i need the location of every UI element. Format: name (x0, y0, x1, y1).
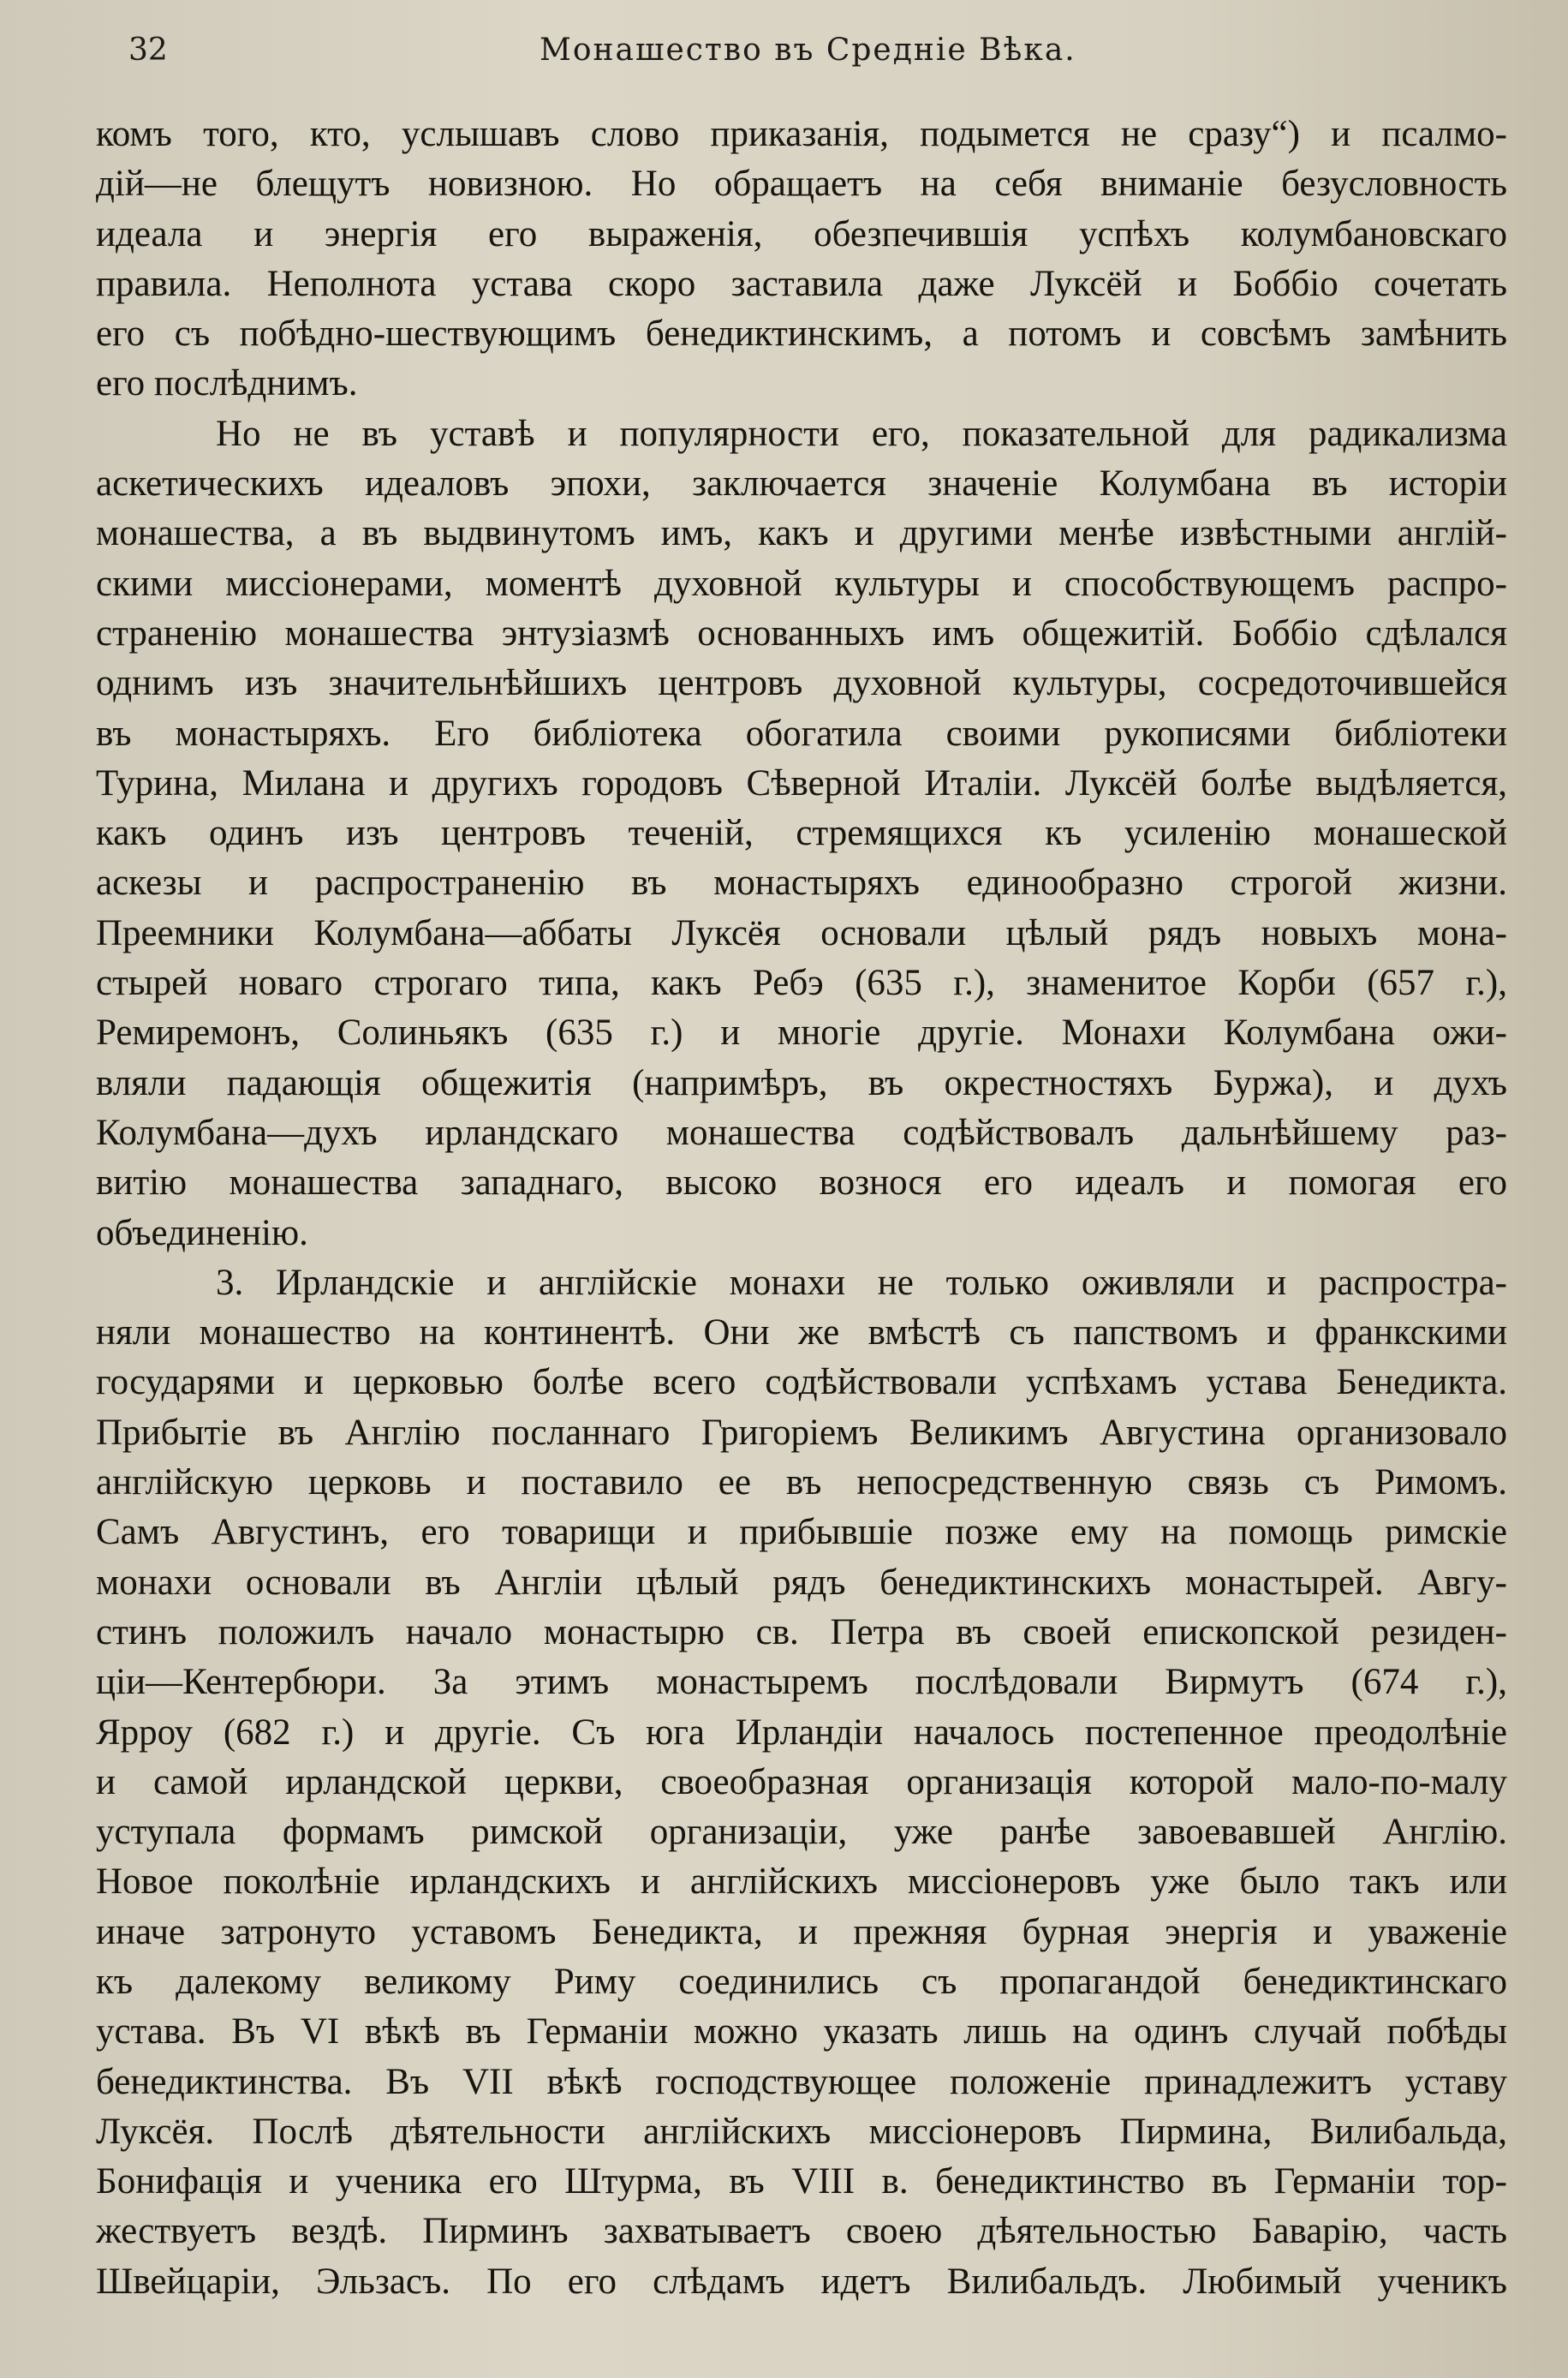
text-line: въ монастыряхъ. Его библіотека обогатила своими рукописями библіотеки (96, 713, 1507, 754)
text-line: стырей новаго строгаго типа, какъ Ребэ (635 г.), знаменитое Корби (657 г.), (96, 963, 1507, 1004)
text-line: Новое поколѣніе ирландскихъ и англійскихъ миссіонеровъ уже было такъ или (96, 1861, 1507, 1903)
text-line: его съ побѣдно-шествующимъ бенедиктинскимъ, а потомъ и совсѣмъ замѣнить (96, 314, 1507, 355)
text-line: жествуетъ вездѣ. Пирминъ захватываетъ своею дѣятельностью Баварію, часть (96, 2211, 1507, 2252)
text-line: Но не въ уставѣ и популярности его, показательной для радикализма (216, 413, 1507, 454)
text-line: бенедиктинства. Въ VII вѣкѣ господствующее положеніе принадлежитъ уставу (96, 2061, 1507, 2102)
text-line: уступала формамъ римской организаціи, уже ранѣе завоевавшей Англію. (96, 1812, 1507, 1853)
text-line: устава. Въ VI вѣкѣ въ Германіи можно указать лишь на одинъ случай побѣды (96, 2011, 1507, 2052)
text-line: витію монашества западнаго, высоко вознося его идеалъ и помогая его (96, 1162, 1507, 1204)
text-line: какъ одинъ изъ центровъ теченій, стремящихся къ усиленію монашеской (96, 813, 1507, 854)
text-line: къ далекому великому Риму соединились съ пропагандой бенедиктинскаго (96, 1961, 1507, 2002)
text-line: Луксёя. Послѣ дѣятельности англійскихъ миссіонеровъ Пирмина, Вилибальда, (96, 2111, 1507, 2152)
text-line: Турина, Милана и другихъ городовъ Сѣверной Италіи. Луксёй болѣе выдѣляется, (96, 762, 1507, 804)
text-line: Бонифація и ученика его Штурма, въ VIII в. бенедиктинство въ Германіи тор- (96, 2161, 1507, 2202)
text-line: скими миссіонерами, моментѣ духовной культуры и способствующемъ распро- (96, 563, 1507, 604)
text-line: иначе затронуто уставомъ Бенедикта, и прежняя бурная энергія и уваженіе (96, 1911, 1507, 1952)
text-line: его послѣднимъ. (96, 363, 358, 404)
text-line: монашества, а въ выдвинутомъ имъ, какъ и другими менѣе извѣстными англій- (96, 513, 1507, 554)
page-number: 32 (128, 33, 168, 68)
text-line: вляли падающія общежитія (напримѣръ, въ окрестностяхъ Буржа), и духъ (96, 1062, 1507, 1103)
text-line: однимъ изъ значительнѣйшихъ центровъ духовной культуры, сосредоточившейся (96, 663, 1507, 704)
running-title: Монашество въ Средніе Вѣка. (540, 33, 1076, 68)
text-line: Швейцаріи, Эльзасъ. По его слѣдамъ идетъ Вилибальдъ. Любимый ученикъ (96, 2261, 1507, 2302)
text-line: монахи основали въ Англіи цѣлый рядъ бенедиктинскихъ монастырей. Авгу- (96, 1562, 1507, 1603)
page-header (128, 33, 1499, 84)
text-line: ціи—Кентербюри. За этимъ монастыремъ послѣдовали Вирмутъ (674 г.), (96, 1662, 1507, 1703)
text-line: дій—не блещутъ новизною. Но обращаетъ на себя вниманіе безусловность (96, 164, 1507, 205)
body-text (96, 110, 1507, 2307)
text-line: объединенію. (96, 1212, 308, 1253)
text-line: Колумбана—духъ ирландскаго монашества содѣйствовалъ дальнѣйшему раз- (96, 1112, 1507, 1153)
text-line: комъ того, кто, услышавъ слово приказанія, подымется не сразу“) и псалмо- (96, 114, 1507, 154)
text-line: аскетическихъ идеаловъ эпохи, заключается значеніе Колумбана въ исторіи (96, 463, 1507, 505)
text-line: Преемники Колумбана—аббаты Луксёя основали цѣлый рядъ новыхъ мона- (96, 912, 1507, 953)
text-line: государями и церковью болѣе всего содѣйствовали успѣхамъ устава Бенедикта. (96, 1362, 1507, 1403)
text-line: Прибытіе въ Англію посланнаго Григоріемъ Великимъ Августина организовало (96, 1412, 1507, 1453)
text-line: англійскую церковь и поставило ее въ непосредственную связь съ Римомъ. (96, 1462, 1507, 1503)
text-line: Самъ Августинъ, его товарищи и прибывшіе позже ему на помощь римскіе (96, 1512, 1507, 1553)
text-line: Ярроу (682 г.) и другіе. Съ юга Ирландіи началось постепенное преодолѣніе (96, 1712, 1507, 1753)
text-line: няли монашество на континентѣ. Они же вмѣстѣ съ папствомъ и франкскими (96, 1312, 1507, 1353)
text-line: аскезы и распространенію въ монастыряхъ единообразно строгой жизни. (96, 863, 1507, 904)
text-line: правила. Неполнота устава скоро заставила даже Луксёй и Боббіо сочетать (96, 263, 1507, 304)
text-line: Ремиремонъ, Солиньякъ (635 г.) и многіе другіе. Монахи Колумбана ожи- (96, 1013, 1507, 1054)
text-line: идеала и энергія его выраженія, обезпечившія успѣхъ колумбановскаго (96, 213, 1507, 254)
text-line: 3. Ирландскіе и англійскіе монахи не только оживляли и распростра- (216, 1262, 1507, 1303)
text-line: стинъ положилъ начало монастырю св. Петра въ своей епископской резиден- (96, 1611, 1507, 1652)
text-line: страненію монашества энтузіазмѣ основанныхъ имъ общежитій. Боббіо сдѣлался (96, 612, 1507, 654)
text-line: и самой ирландской церкви, своеобразная организація которой мало-по-малу (96, 1761, 1507, 1802)
